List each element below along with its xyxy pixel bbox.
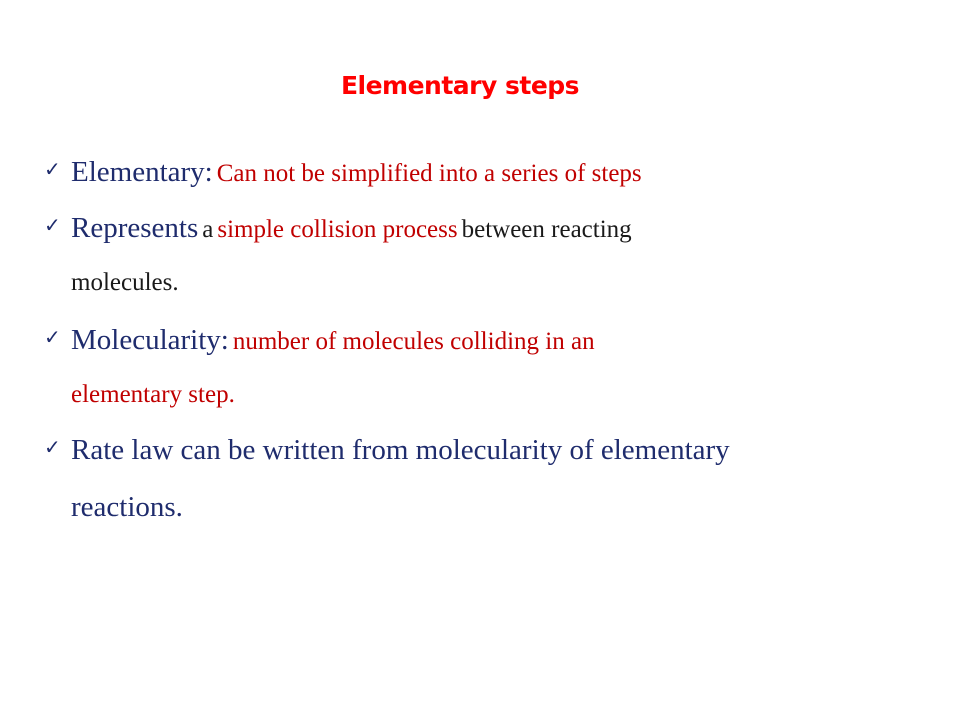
bullet-molecularity bbox=[44, 318, 595, 426]
term-elementary: Elementary: bbox=[71, 156, 213, 188]
text-molecules: molecules. bbox=[71, 269, 179, 296]
bullet-rate-law bbox=[44, 428, 730, 542]
word-a: a bbox=[202, 216, 214, 243]
term-represents: Represents bbox=[71, 212, 199, 244]
bullet-represents bbox=[44, 206, 632, 314]
text-rate-law: Rate law can be written from molecularity of elementary bbox=[71, 434, 730, 466]
definition-elementary: Can not be simplified into a series of steps bbox=[216, 160, 642, 187]
term-molecularity: Molecularity: bbox=[71, 324, 229, 356]
highlight-collision: simple collision process bbox=[217, 216, 458, 243]
text-between: between reacting bbox=[461, 216, 632, 243]
slide-title: Elementary steps bbox=[340, 71, 580, 100]
definition-molecularity: number of molecules colliding in an bbox=[232, 328, 595, 355]
check-mark-icon: ✓ bbox=[44, 157, 61, 181]
bullet-elementary bbox=[44, 150, 642, 199]
check-mark-icon: ✓ bbox=[44, 325, 61, 349]
definition-molecularity-cont: elementary step. bbox=[71, 381, 235, 408]
check-mark-icon: ✓ bbox=[44, 435, 61, 459]
check-mark-icon: ✓ bbox=[44, 213, 61, 237]
text-reactions: reactions. bbox=[71, 491, 183, 523]
